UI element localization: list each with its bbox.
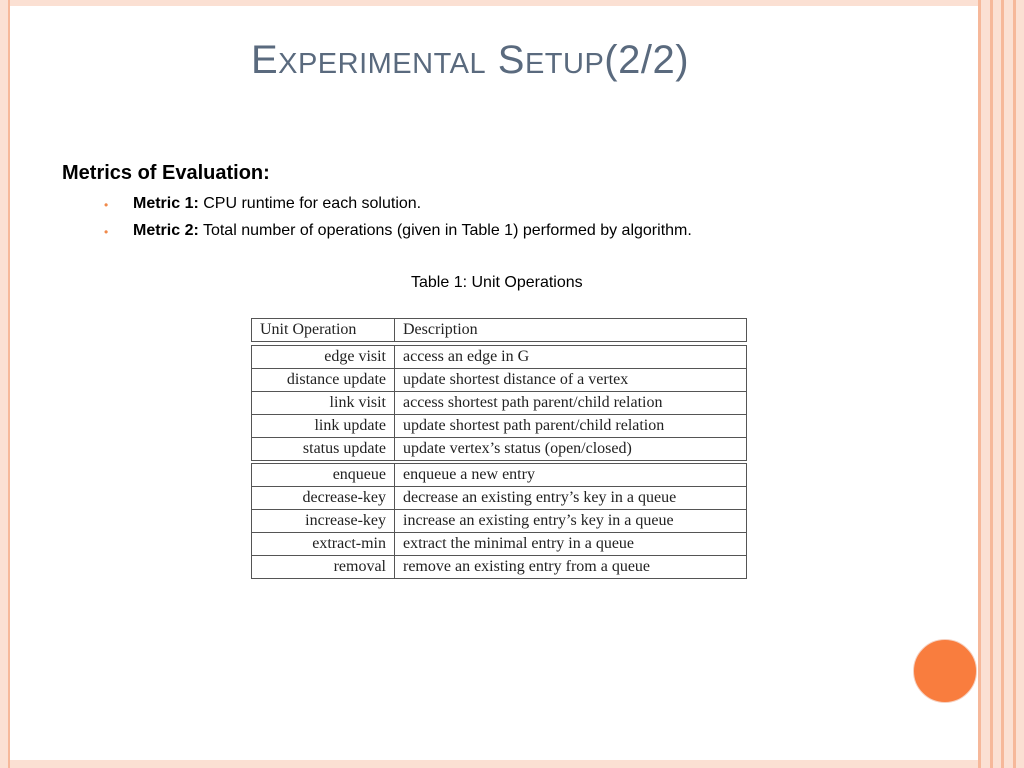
header-unit-operation: Unit Operation <box>252 319 395 342</box>
bullet-label: Metric 2: <box>133 222 199 239</box>
cell-op: status update <box>252 438 395 461</box>
table-group-queue-ops <box>251 463 747 579</box>
bullet-text: CPU runtime for each solution. <box>203 195 422 212</box>
section-heading: Metrics of Evaluation: <box>62 162 270 184</box>
table-header <box>251 318 747 342</box>
bullet-text: Total number of operations (given in Table 1) performed by algorithm. <box>202 222 692 239</box>
table-row <box>252 487 747 510</box>
frame-top <box>0 0 1024 6</box>
cell-op: removal <box>252 556 395 579</box>
cell-op: enqueue <box>252 464 395 487</box>
cell-op: extract-min <box>252 533 395 556</box>
table-row <box>252 415 747 438</box>
cell-op: decrease-key <box>252 487 395 510</box>
cell-op: edge visit <box>252 346 395 369</box>
table-caption: Table 1: Unit Operations <box>411 274 583 291</box>
table-row <box>252 510 747 533</box>
table-row <box>252 319 747 342</box>
cell-op: link update <box>252 415 395 438</box>
cell-desc: increase an existing entry’s key in a queue <box>395 510 747 533</box>
bullet-label: Metric 1: <box>133 195 199 212</box>
cell-desc: update shortest path parent/child relation <box>395 415 747 438</box>
bullet-dot-icon: • <box>104 198 109 212</box>
cell-op: distance update <box>252 369 395 392</box>
cell-desc: update vertex’s status (open/closed) <box>395 438 747 461</box>
table-row <box>252 556 747 579</box>
bullet-dot-icon: • <box>104 225 109 239</box>
table-row <box>252 346 747 369</box>
cell-op: increase-key <box>252 510 395 533</box>
cell-desc: enqueue a new entry <box>395 464 747 487</box>
cell-desc: access an edge in G <box>395 346 747 369</box>
frame-bottom <box>0 760 1024 768</box>
cell-desc: extract the minimal entry in a queue <box>395 533 747 556</box>
cell-op: link visit <box>252 392 395 415</box>
cell-desc: update shortest distance of a vertex <box>395 369 747 392</box>
table-row <box>252 369 747 392</box>
table-row <box>252 392 747 415</box>
frame-left <box>0 0 8 768</box>
cell-desc: decrease an existing entry’s key in a queue <box>395 487 747 510</box>
header-description: Description <box>395 319 747 342</box>
decorative-circle <box>913 639 977 703</box>
slide-title: EXPERIMENTAL SETUP(2/2) <box>250 38 690 82</box>
table-row <box>252 533 747 556</box>
table-row <box>252 464 747 487</box>
cell-desc: access shortest path parent/child relation <box>395 392 747 415</box>
cell-desc: remove an existing entry from a queue <box>395 556 747 579</box>
table-group-graph-ops <box>251 345 747 461</box>
decorative-stripes <box>978 0 1024 768</box>
table-row <box>252 438 747 461</box>
frame-left-line <box>8 0 10 768</box>
